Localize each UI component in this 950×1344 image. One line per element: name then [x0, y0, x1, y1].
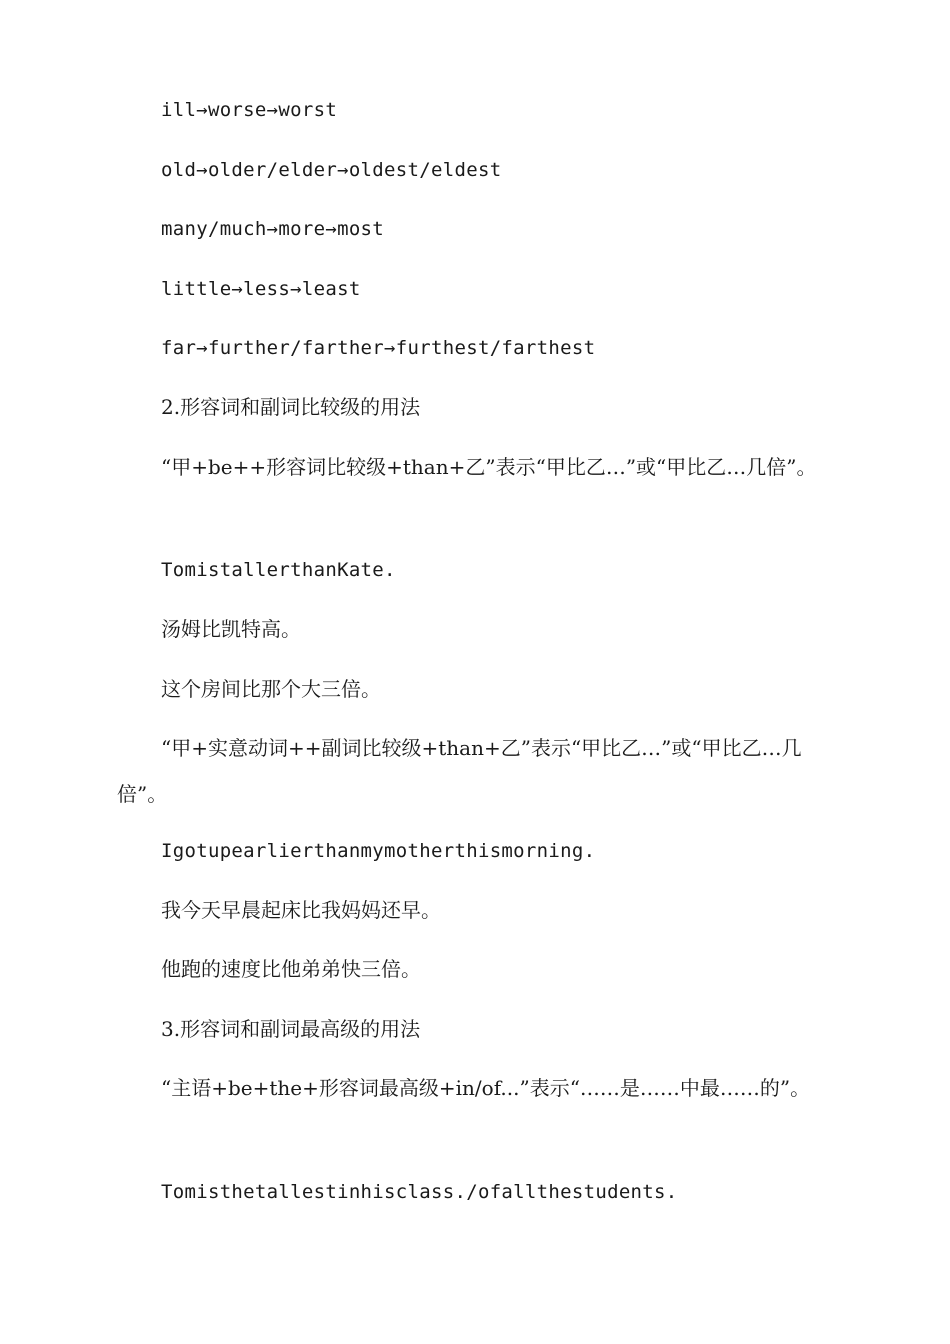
example-sentence-english: Igotupearlierthanmymotherthismorning. — [161, 840, 596, 862]
section-heading-comparative: 2.形容词和副词比较级的用法 — [161, 395, 421, 419]
comparison-form-many: many/much→more→most — [161, 218, 385, 240]
comparison-form-old: old→older/elder→oldest/eldest — [161, 159, 502, 181]
example-sentence-english: TomistallerthanKate. — [161, 559, 396, 581]
example-sentence-chinese: 我今天早晨起床比我妈妈还早。 — [161, 898, 441, 922]
comparison-form-ill: ill→worse→worst — [161, 99, 338, 121]
rule-adverb-comparative: “甲+实意动词++副词比较级+than+乙”表示“甲比乙…”或“甲比乙…几倍”。 — [117, 736, 802, 806]
example-sentence-chinese: 汤姆比凯特高。 — [161, 617, 301, 641]
rule-superlative: “主语+be+the+形容词最高级+in/of...”表示“……是……中最……的”。 — [161, 1076, 811, 1100]
comparison-form-far: far→further/farther→furthest/farthest — [161, 337, 596, 359]
example-sentence-english: Tomisthetallestinhisclass./ofallthestudents. — [161, 1181, 678, 1203]
example-sentence-chinese: 他跑的速度比他弟弟快三倍。 — [161, 957, 421, 981]
example-sentence-chinese: 这个房间比那个大三倍。 — [161, 677, 381, 701]
section-heading-superlative: 3.形容词和副词最高级的用法 — [161, 1017, 421, 1041]
comparison-form-little: little→less→least — [161, 278, 361, 300]
rule-adjective-comparative: “甲+be++形容词比较级+than+乙”表示“甲比乙…”或“甲比乙…几倍”。 — [161, 455, 817, 479]
